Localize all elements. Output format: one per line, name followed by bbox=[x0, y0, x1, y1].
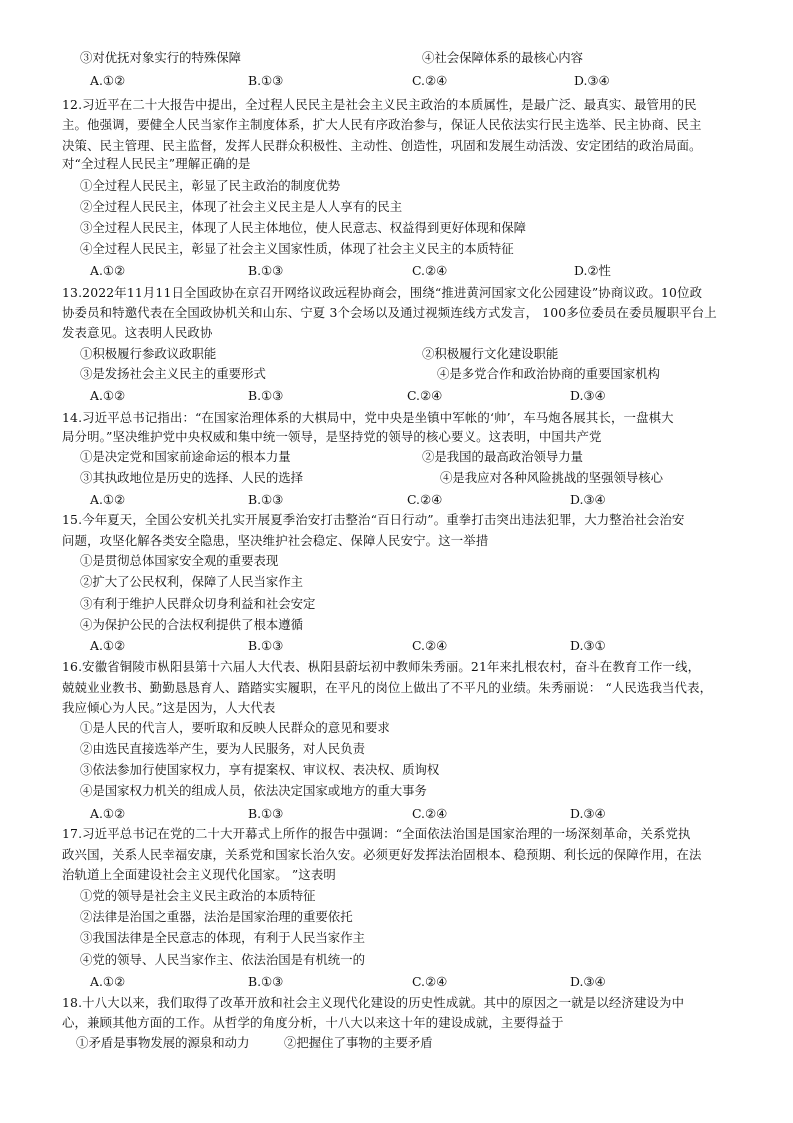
q12-stem-line-1: 12.习近平在二十大报告中提出，全过程人民民主是社会主义民主政治的本质属性，是最广泛、最真实、最管用的民 bbox=[62, 97, 697, 112]
q13-choice-c: C.②④ bbox=[407, 388, 443, 403]
q18-stem-line-2: 心，兼顾其他方面的工作。从哲学的角度分析，十八大以来这十年的建设成就，主要得益于 bbox=[62, 1015, 564, 1030]
q15-option-1: ①是贯彻总体国家安全观的重要表现 bbox=[80, 553, 279, 568]
q15-stem-line-1: 15.今年夏天，全国公安机关扎实开展夏季治安打击整治“百日行动”。重拳打击突出违法犯罪，大力整治社会治安 bbox=[62, 512, 685, 527]
q16-option-4: ④是国家权力机关的组成人员，依法决定国家或地方的重大事务 bbox=[80, 783, 427, 798]
q11-choice-b: B.①③ bbox=[248, 73, 284, 88]
q12-option-3: ③全过程人民民主，体现了人民主体地位，使人民意志、权益得到更好体现和保障 bbox=[80, 220, 527, 235]
q14-choice-d: D.③④ bbox=[570, 492, 606, 507]
q17-stem-line-2: 政兴国，关系人民幸福安康，关系党和国家长治久安。必须更好发挥法治固根本、稳预期、利长远的保障作用，在法 bbox=[62, 847, 702, 862]
q13-option-2: ②积极履行文化建设职能 bbox=[422, 346, 559, 361]
q13-option-1: ①积极履行参政议政职能 bbox=[80, 346, 217, 361]
q14-option-3: ③其执政地位是历史的选择、人民的选择 bbox=[80, 470, 304, 485]
q17-option-4: ④党的领导、人民当家作主、依法治国是有机统一的 bbox=[80, 952, 365, 967]
q11-option-3: ③对优抚对象实行的特殊保障 bbox=[80, 50, 242, 65]
q12-option-1: ①全过程人民民主，彰显了民主政治的制度优势 bbox=[80, 178, 341, 193]
q16-choice-d: D.③④ bbox=[570, 806, 606, 821]
q16-option-1: ①是人民的代言人，要听取和反映人民群众的意见和要求 bbox=[80, 720, 390, 735]
q13-stem-line-1: 13.2022年11月11日全国政协在京召开网络议政远程协商会，围绕“推进黄河国家文化公园建设”协商议政。10位政 bbox=[62, 285, 703, 300]
q15-option-3: ③有利于维护人民群众切身利益和社会安定 bbox=[80, 596, 316, 611]
q12-choice-d: D.②性 bbox=[574, 263, 611, 278]
q14-option-2: ②是我国的最高政治领导力量 bbox=[422, 449, 584, 464]
q17-stem-line-3: 治轨道上全面建设社会主义现代化国家。 ”这表明 bbox=[62, 867, 336, 882]
q16-stem-line-1: 16.安徽省铜陵市枞阳县第十六届人大代表、枞阳县蔚坛初中教师朱秀丽。21年来扎根农村，奋斗在教育工作一线， bbox=[62, 659, 701, 674]
q12-choice-a: A.①② bbox=[90, 263, 126, 278]
q13-choice-b: B.①③ bbox=[248, 388, 284, 403]
q14-choice-c: C.②④ bbox=[407, 492, 443, 507]
q15-choice-a: A.①② bbox=[90, 638, 126, 653]
q14-option-4: ④是我应对各种风险挑战的坚强领导核心 bbox=[440, 470, 664, 485]
q18-stem-line-1: 18.十八大以来，我们取得了改革开放和社会主义现代化建设的历史性成就。其中的原因之一就是以经济建设为中 bbox=[62, 995, 685, 1010]
q16-stem-line-2: 兢兢业业教书、勤勤恳恳育人、踏踏实实履职，在平凡的岗位上做出了不平凡的业绩。朱秀丽说： “人民选我当代表， bbox=[62, 680, 713, 695]
q15-stem-line-2: 问题，攻坚化解各类安全隐患，坚决维护社会稳定、保障人民安宁。这一举措 bbox=[62, 533, 489, 548]
q16-stem-line-3: 我应倾心为人民。”这是因为，人大代表 bbox=[62, 700, 276, 715]
q15-choice-d: D.③① bbox=[570, 638, 606, 653]
q13-choice-d: D.③④ bbox=[570, 388, 606, 403]
q12-choice-b: B.①③ bbox=[248, 263, 284, 278]
q17-stem-line-1: 17.习近平总书记在党的二十大开幕式上所作的报告中强调：“全面依法治国是国家治理的一场深刻革命，关系党执 bbox=[62, 826, 691, 841]
q13-stem-line-3: 发表意见。这表明人民政协 bbox=[62, 325, 213, 340]
q11-choice-a: A.①② bbox=[90, 73, 126, 88]
q16-choice-c: C.②④ bbox=[412, 806, 448, 821]
q17-option-1: ①党的领导是社会主义民主政治的本质特征 bbox=[80, 888, 316, 903]
q14-option-1: ①是决定党和国家前途命运的根本力量 bbox=[80, 449, 291, 464]
q17-choice-a: A.①② bbox=[90, 974, 126, 989]
q12-stem-line-4: 对“全过程人民民主”理解正确的是 bbox=[62, 156, 251, 171]
q12-stem-line-3: 决策、民主管理、民主监督，发挥人民群众积极性、主动性、创造性，巩固和发展生动活泼、安定团结的政治局面。 bbox=[62, 138, 702, 153]
q18-option-1: ①矛盾是事物发展的源泉和动力 bbox=[76, 1035, 250, 1050]
q15-choice-b: B.①③ bbox=[248, 638, 284, 653]
q16-choice-b: B.①③ bbox=[248, 806, 284, 821]
q17-option-3: ③我国法律是全民意志的体现，有利于人民当家作主 bbox=[80, 930, 365, 945]
q13-stem-line-2: 协委员和特邀代表在全国政协机关和山东、宁夏 3个会场以及通过视频连线方式发言， 100多位委员在委员履职平台上 bbox=[62, 305, 717, 320]
q15-choice-c: C.②④ bbox=[412, 638, 448, 653]
q12-option-4: ④全过程人民民主，彰显了社会主义国家性质，体现了社会主义民主的本质特征 bbox=[80, 241, 514, 256]
q14-stem-line-2: 局分明。”坚决维护党中央权威和集中统一领导，是坚持党的领导的核心要义。这表明，中国共产党 bbox=[62, 429, 602, 444]
q13-option-4: ④是多党合作和政治协商的重要国家机构 bbox=[437, 366, 661, 381]
q16-option-3: ③依法参加行使国家权力，享有提案权、审议权、表决权、质询权 bbox=[80, 762, 440, 777]
q13-option-3: ③是发扬社会主义民主的重要形式 bbox=[80, 366, 266, 381]
q17-option-2: ②法律是治国之重器，法治是国家治理的重要依托 bbox=[80, 909, 353, 924]
q17-choice-d: D.③④ bbox=[570, 974, 606, 989]
q11-option-4: ④社会保障体系的最核心内容 bbox=[422, 50, 584, 65]
q15-option-4: ④为保护公民的合法权利提供了根本遵循 bbox=[80, 617, 304, 632]
q17-choice-b: B.①③ bbox=[248, 974, 284, 989]
q12-option-2: ②全过程人民民主，体现了社会主义民主是人人享有的民主 bbox=[80, 199, 403, 214]
q11-choice-c: C.②④ bbox=[412, 73, 448, 88]
q16-choice-a: A.①② bbox=[90, 806, 126, 821]
q12-stem-line-2: 主。他强调，要健全人民当家作主制度体系，扩大人民有序政治参与，保证人民依法实行民主选举、民主协商、民主 bbox=[62, 117, 702, 132]
q14-stem-line-1: 14.习近平总书记指出：“在国家治理体系的大棋局中，党中央是坐镇中军帐的‘帅’，车马炮各展其长，一盘棋大 bbox=[62, 410, 674, 425]
q16-option-2: ②由选民直接选举产生，要为人民服务，对人民负责 bbox=[80, 741, 365, 756]
q12-choice-c: C.②④ bbox=[412, 263, 448, 278]
q17-choice-c: C.②④ bbox=[412, 974, 448, 989]
q14-choice-a: A.①② bbox=[90, 492, 126, 507]
q11-choice-d: D.③④ bbox=[574, 73, 610, 88]
q15-option-2: ②扩大了公民权利，保障了人民当家作主 bbox=[80, 574, 304, 589]
q18-option-2: ②把握住了事物的主要矛盾 bbox=[284, 1035, 433, 1050]
q14-choice-b: B.①③ bbox=[248, 492, 284, 507]
q13-choice-a: A.①② bbox=[90, 388, 126, 403]
